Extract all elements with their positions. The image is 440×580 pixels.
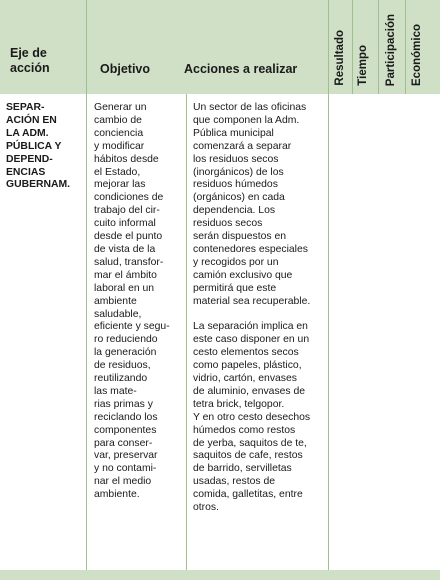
objetivo-line: saludable, bbox=[94, 308, 142, 320]
header-divider bbox=[352, 0, 353, 94]
objetivo-line: mar el ámbito bbox=[94, 269, 157, 281]
acciones-line: camión exclusivo que bbox=[193, 269, 293, 281]
objetivo-line: ambiente. bbox=[94, 489, 140, 501]
objetivo-line: cambio de bbox=[94, 114, 142, 126]
acciones-line: húmedos como restos bbox=[193, 424, 296, 436]
objetivo-line: ambiente bbox=[94, 295, 137, 307]
header-divider bbox=[405, 0, 406, 94]
acciones-line: los residuos secos bbox=[193, 153, 279, 165]
objetivo-line: y modificar bbox=[94, 140, 145, 152]
acciones-line: material sea recuperable. bbox=[193, 295, 311, 307]
acciones-line: saquitos de cafe, restos bbox=[193, 450, 303, 462]
acciones-line: de aluminio, envases de bbox=[193, 385, 306, 397]
acciones-line: residuos secos bbox=[193, 218, 263, 230]
objetivo-line: cuito informal bbox=[94, 218, 156, 230]
acciones-line: de yerba, saquitos de te, bbox=[193, 437, 307, 449]
objetivo-line: reutilizando bbox=[94, 373, 148, 385]
objetivo-line: ro reduciendo bbox=[94, 334, 158, 346]
objetivo-line: nar el medio bbox=[94, 476, 152, 488]
acciones-line: serán dispuestos en bbox=[193, 231, 286, 243]
eje-line: PÚBLICA Y bbox=[6, 140, 62, 152]
acciones-line: este caso disponer en un bbox=[193, 334, 310, 346]
eje-line: ACIÓN EN bbox=[6, 114, 57, 126]
acciones-line: comenzará a separar bbox=[193, 140, 292, 152]
objetivo-line: trabajo del cir- bbox=[94, 205, 160, 217]
column-divider bbox=[186, 94, 187, 570]
acciones-line: de barrido, servilletas bbox=[193, 463, 292, 475]
header-eje-line-2: acción bbox=[10, 61, 50, 75]
acciones-line: cesto elementos secos bbox=[193, 347, 299, 359]
cell-eje-de-accion bbox=[6, 102, 82, 192]
objetivo-line: el Estado, bbox=[94, 166, 141, 178]
header-eje-line-1: Eje de bbox=[10, 46, 47, 60]
acciones-line: Y en otro cesto desechos bbox=[193, 411, 311, 423]
acciones-line: vidrio, cartón, envases bbox=[193, 373, 297, 385]
header-divider bbox=[378, 0, 379, 94]
objetivo-line: y no contami- bbox=[94, 463, 157, 475]
acciones-line: comida, galletitas, entre bbox=[193, 489, 303, 501]
objetivo-line: Generar un bbox=[94, 102, 147, 113]
acciones-line: La separación implica en bbox=[193, 321, 308, 333]
header-divider bbox=[328, 0, 329, 94]
header-divider bbox=[86, 0, 87, 94]
acciones-line: permitirá que este bbox=[193, 282, 277, 294]
table-header bbox=[0, 0, 440, 94]
acciones-line: otros. bbox=[193, 502, 219, 514]
objetivo-line: salud, transfor- bbox=[94, 256, 164, 268]
objetivo-line: desde el punto bbox=[94, 231, 163, 243]
cell-acciones bbox=[193, 102, 325, 515]
eje-line: DEPEND- bbox=[6, 153, 53, 165]
header-participacion: Participación bbox=[385, 13, 397, 86]
table-footer bbox=[0, 570, 440, 580]
acciones-line: Un sector de las oficinas bbox=[193, 102, 307, 113]
acciones-line: como papeles, plástico, bbox=[193, 360, 302, 372]
objetivo-line: componentes bbox=[94, 424, 157, 436]
objetivo-line: para conser- bbox=[94, 437, 153, 449]
header-divider bbox=[184, 0, 185, 94]
column-divider bbox=[86, 94, 87, 570]
acciones-line: (orgánicos) en cada bbox=[193, 192, 285, 204]
acciones-line: (inorgánicos) de los bbox=[193, 166, 284, 178]
acciones-line: tetra brick, telgopor. bbox=[193, 398, 285, 410]
header-resultado: Resultado bbox=[334, 30, 346, 86]
objetivo-line: rias primas y bbox=[94, 398, 153, 410]
paragraph-gap bbox=[193, 309, 325, 322]
eje-line: GUBERNAM. bbox=[6, 179, 71, 191]
objetivo-line: mejorar las bbox=[94, 179, 146, 191]
eje-line: SEPAR- bbox=[6, 102, 45, 113]
header-acciones: Acciones a realizar bbox=[184, 62, 298, 76]
objetivo-line: las mate- bbox=[94, 385, 137, 397]
acciones-line: dependencia. Los bbox=[193, 205, 276, 217]
objetivo-line: conciencia bbox=[94, 127, 144, 139]
objetivo-line: la generación bbox=[94, 347, 157, 359]
acciones-line: que componen la Adm. bbox=[193, 114, 300, 126]
objetivo-line: eficiente y segu- bbox=[94, 321, 170, 333]
objetivo-line: de residuos, bbox=[94, 360, 151, 372]
objetivo-line: hábitos desde bbox=[94, 153, 159, 165]
acciones-line: usadas, restos de bbox=[193, 476, 276, 488]
objetivo-line: condiciones de bbox=[94, 192, 164, 204]
header-economico: Económico bbox=[411, 24, 423, 86]
table-body bbox=[0, 94, 440, 570]
header-objetivo: Objetivo bbox=[100, 62, 151, 76]
objetivo-line: var, preservar bbox=[94, 450, 158, 462]
objetivo-line: laboral en un bbox=[94, 282, 155, 294]
column-divider bbox=[328, 94, 329, 570]
objetivo-line: reciclando los bbox=[94, 411, 158, 423]
acciones-line: Pública municipal bbox=[193, 127, 274, 139]
acciones-line: y recogidos por un bbox=[193, 256, 279, 268]
eje-line: ENCIAS bbox=[6, 166, 46, 178]
acciones-line: residuos húmedos bbox=[193, 179, 278, 191]
acciones-line: contenedores especiales bbox=[193, 243, 308, 255]
header-tiempo: Tiempo bbox=[357, 45, 369, 86]
cell-objetivo bbox=[94, 102, 176, 502]
objetivo-line: de vista de la bbox=[94, 243, 156, 255]
eje-line: LA ADM. bbox=[6, 127, 49, 139]
header-eje-de-accion bbox=[10, 46, 80, 76]
